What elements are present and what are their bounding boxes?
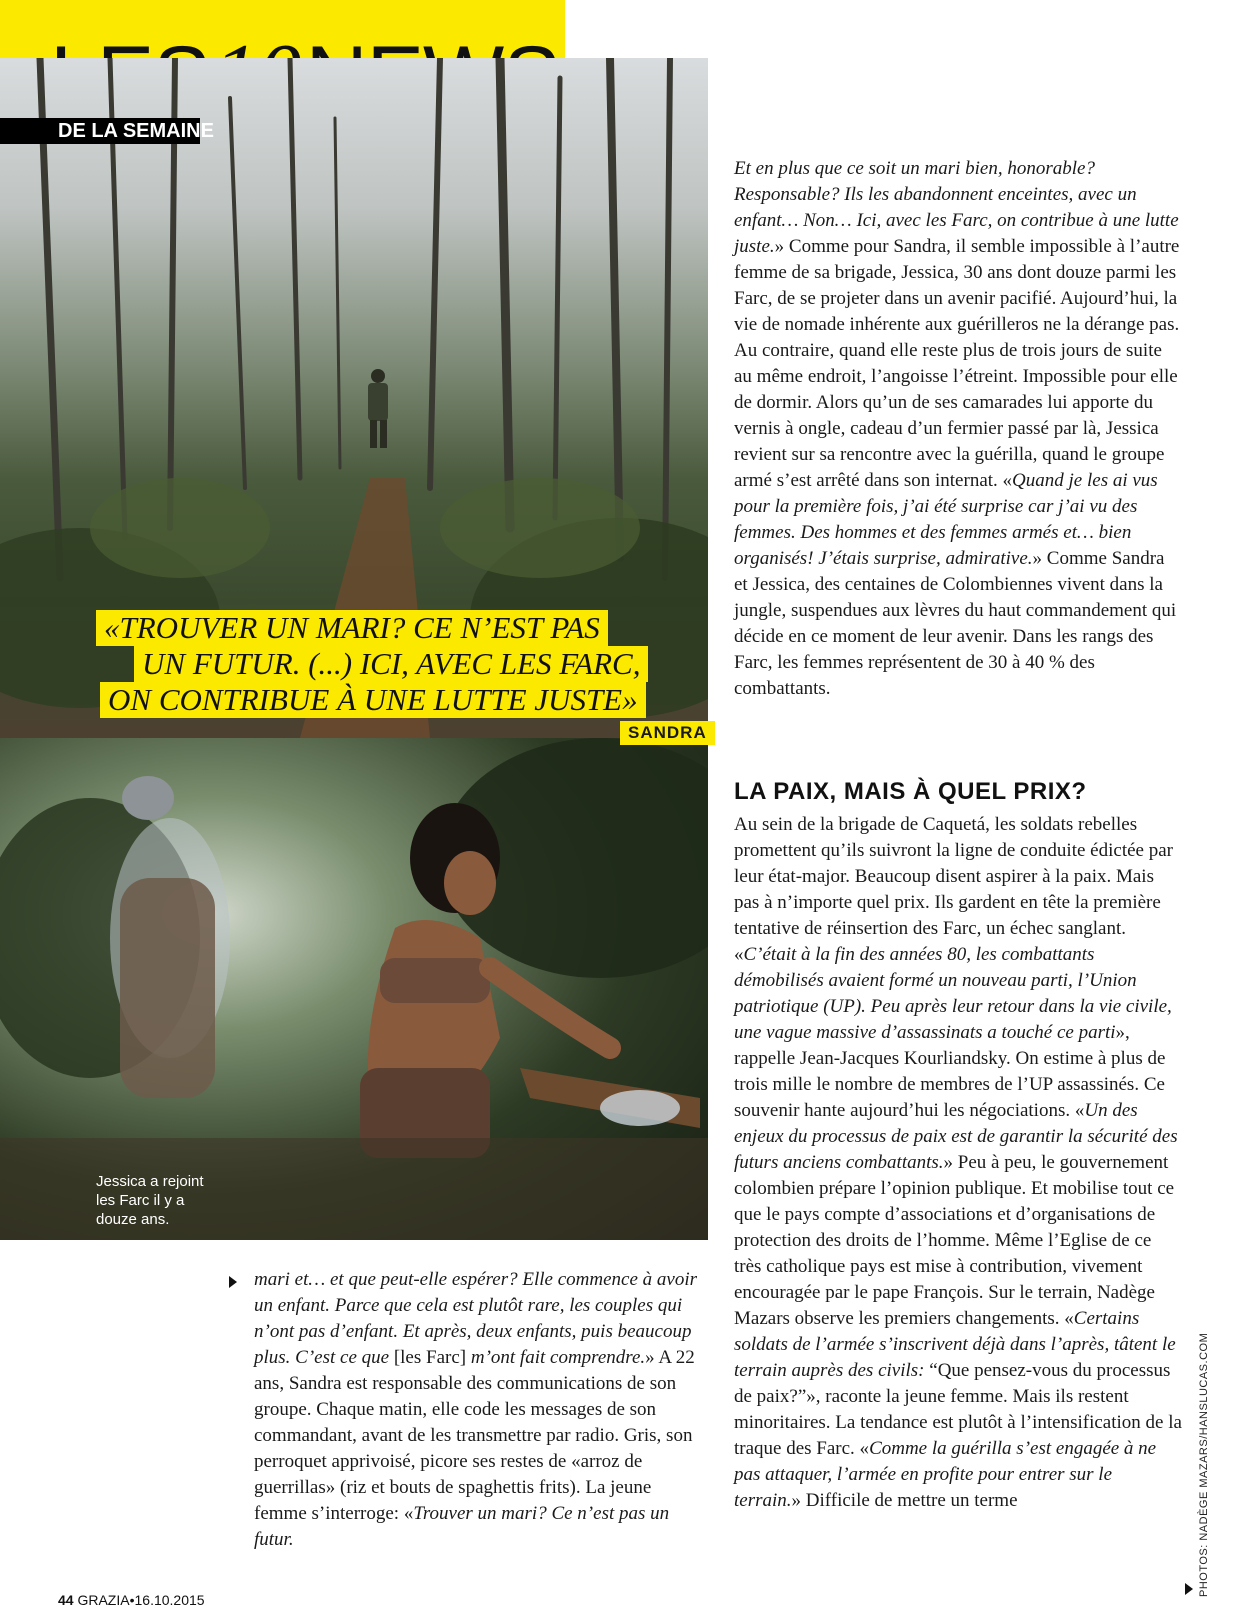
text-run: Un des enjeux du processus de paix est de garantir la sécurité des futurs anciens combattants.	[734, 1100, 1178, 1173]
pull-quote-author: SANDRA	[620, 721, 715, 745]
masthead-subtitle: DE LA SEMAINE	[0, 118, 200, 144]
continue-arrow-icon	[1185, 1583, 1193, 1595]
text-run: Certains soldats de l’armée s’inscrivent déjà dans l’après, tâtent le terrain auprès des civils:	[734, 1308, 1176, 1381]
text-run: » A 22 ans, Sandra est responsable des communications de son groupe. Chaque matin, elle code les messages de son commandant, avant de les transmettre par radio. Gris, son perroquet apprivoisé, picore ses restes de «arroz de guerrillas» (riz et bouts de spaghettis frits). La jeune femme s’interroge: «	[254, 1347, 695, 1524]
text-run: “Que pensez-vous du processus de paix?”	[734, 1360, 1171, 1407]
text-run: [les Farc]	[393, 1347, 471, 1368]
text-run: mari et… et que peut-elle espérer? Elle commence à avoir un enfant. Parce que cela est plutôt rare, les couples qui n’ont pas d’enfant. Et après, deux enfants, puis beaucoup plus. C’est ce que	[254, 1269, 698, 1368]
article-column-left	[254, 1267, 702, 1553]
pull-quote-line-3: ON CONTRIBUE À UNE LUTTE JUSTE»	[100, 682, 646, 718]
text-run: m’ont fait comprendre.	[470, 1347, 646, 1368]
page-folio: 44 GRAZIA•16.10.2015	[58, 1592, 205, 1608]
jessica-washing-illustration	[0, 738, 708, 1240]
text-run: » Comme pour Sandra, il semble impossible à l’autre femme de sa brigade, Jessica, 30 ans dont douze parmi les Farc, de se projeter dans un avenir pacifié. Aujourd’hui, la vie de nomade inhérente aux guérilleros ne la dérange pas. Au contraire, quand elle reste plus de trois jours de suite au même endroit, l’angoisse l’étreint. Impossible pour elle de dormir. Alors qu’un de ses camarades lui apporte du vernis à ongle, cadeau d’un fermier passé par là, Jessica revient sur sa rencontre avec la guérilla, quand le groupe armé s’est arrêté dans son internat. «	[734, 236, 1180, 491]
continued-arrow-icon	[229, 1276, 237, 1288]
article-column-right-top	[734, 156, 1182, 702]
magazine-name: GRAZIA	[77, 1592, 130, 1608]
photo-jessica-washing	[0, 738, 708, 1240]
photo-credit: PHOTOS: NADÈGE MAZARS/HANSLUCAS.COM	[1198, 1332, 1210, 1597]
pull-quote-line-1: «TROUVER UN MARI? CE N’EST PAS	[96, 610, 608, 646]
text-run: Quand je les ai vus pour la première fois, j’ai été surprise car j’ai vu des femmes. Des hommes et des femmes armés et… bien organisés! J’étais surprise, admirative.	[734, 470, 1158, 569]
text-run: » Difficile de mettre un terme	[791, 1490, 1018, 1511]
pull-quote-line-2: UN FUTUR. (...) ICI, AVEC LES FARC,	[134, 646, 648, 682]
photo-caption: Jessica a rejoint les Farc il y a douze ans.	[96, 1173, 204, 1228]
page-number: 44	[58, 1592, 74, 1608]
issue-date: 16.10.2015	[134, 1592, 205, 1608]
text-run: C’était à la fin des années 80, les combattants démobilisés avaient formé un nouveau parti, l’Union patriotique (UP). Peu après leur retour dans la vie civile, une vague massive d’assassinats a touché ce parti	[734, 944, 1172, 1043]
text-run: » Comme Sandra et Jessica, des centaines de Colombiennes vivent dans la jungle, suspendues aux lèvres du haut commandement qui décide en ce moment de leur avenir. Dans les rangs des Farc, les femmes représentent de 30 à 40 % des combattants.	[734, 548, 1177, 699]
text-run: Comme la guérilla s’est engagée à ne pas attaquer, l’armée en profite pour entrer sur le terrain.	[734, 1438, 1157, 1511]
text-run: Trouver un mari? Ce n’est pas un futur.	[254, 1503, 670, 1550]
text-run: Au sein de la brigade de Caquetá, les soldats rebelles promettent qu’ils suivront la ligne de conduite édictée par leur état-major. Beaucoup disent aspirer à la paix. Mais pas à n’importe quel prix. Ils gardent en tête la première tentative de réinsertion des Farc, un échec sanglant. «	[734, 814, 1173, 965]
text-run: », raconte la jeune femme. Mais ils restent minoritaires. La tendance est plutôt à l’intensification de la traque des Farc. «	[734, 1386, 1182, 1459]
text-run: » Peu à peu, le gouvernement colombien prépare l’opinion publique. Et mobilise tout ce que le pays compte d’associations et d’organisations de protection des droits de l’homme. Même l’Eglise de ce très catholique pays est mise à contribution, vivement encouragée par le pape François. Sur le terrain, Nadège Mazars observe les premiers changements. «	[734, 1152, 1175, 1329]
section-heading: LA PAIX, MAIS À QUEL PRIX?	[734, 778, 1087, 805]
text-run: Et en plus que ce soit un mari bien, honorable? Responsable? Ils les abandonnent enceintes, avec un enfant… Non… Ici, avec les Farc, on contribue à une lutte juste.	[734, 158, 1179, 257]
text-run: », rappelle Jean-Jacques Kourliandsky. On estime à plus de trois mille le nombre de membres de l’UP assassinés. Ce souvenir hante aujourd’hui les négociations. «	[734, 1022, 1166, 1121]
article-column-right-bottom	[734, 812, 1182, 1514]
